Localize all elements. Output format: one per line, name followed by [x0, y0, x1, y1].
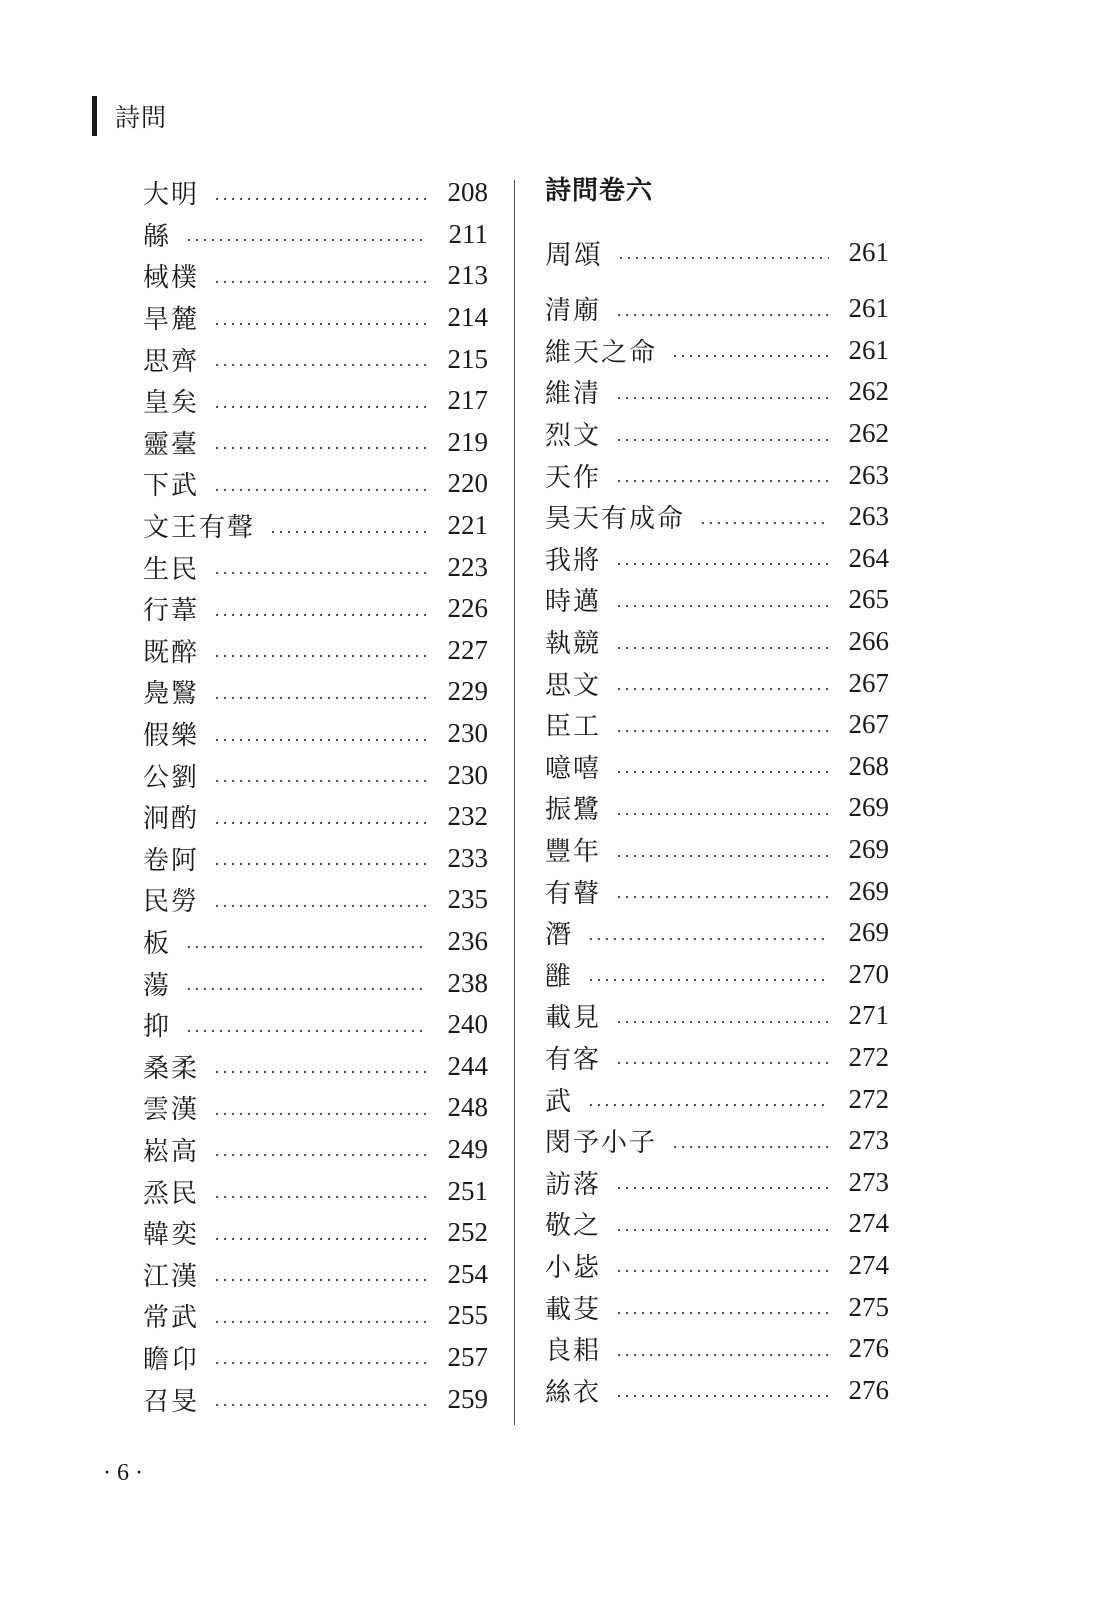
- toc-entry[interactable]: [143, 921, 488, 963]
- toc-entry-title: 豐年: [545, 837, 602, 868]
- leader-dots: [213, 697, 428, 699]
- toc-entry-page: 230: [447, 759, 488, 790]
- toc-entry[interactable]: [545, 371, 889, 413]
- toc-left-column: [143, 172, 488, 1420]
- toc-entry-page: 269: [848, 917, 889, 948]
- toc-entry-title: 我將: [545, 545, 602, 576]
- toc-entry-page: 214: [447, 302, 488, 333]
- toc-entry-page: 248: [447, 1092, 488, 1123]
- toc-entry-title: 崧高: [143, 1136, 200, 1167]
- toc-entry-title: 抑: [143, 1012, 172, 1043]
- toc-entry[interactable]: [143, 1253, 488, 1295]
- toc-entry-page: 276: [848, 1333, 889, 1364]
- toc-entry-page: 257: [447, 1341, 488, 1372]
- leader-dots: [615, 896, 829, 898]
- toc-entry-title: 桑柔: [143, 1053, 200, 1084]
- leader-dots: [615, 563, 829, 565]
- toc-entry[interactable]: [545, 746, 889, 788]
- toc-entry-page: 227: [447, 634, 488, 665]
- toc-entry-page: 272: [848, 1083, 889, 1114]
- toc-entry-page: 270: [848, 958, 889, 989]
- toc-entry[interactable]: [545, 995, 889, 1037]
- leader-dots: [213, 1279, 428, 1281]
- toc-entry-page: 263: [848, 501, 889, 532]
- toc-entry-title: 閔予小子: [545, 1128, 658, 1159]
- toc-entry-title: 周頌: [545, 239, 603, 271]
- toc-entry-title: 有客: [545, 1044, 602, 1075]
- leader-dots: [185, 946, 428, 948]
- leader-dots: [213, 780, 428, 782]
- toc-entry-page: 251: [447, 1175, 488, 1206]
- leader-dots: [213, 323, 428, 325]
- toc-entry-title: 噫嘻: [545, 753, 602, 784]
- toc-entry-page: 275: [848, 1291, 889, 1322]
- leader-dots: [615, 688, 829, 690]
- toc-entry[interactable]: [143, 838, 488, 880]
- toc-entry-title: 既醉: [143, 637, 200, 668]
- leader-dots: [213, 863, 428, 865]
- toc-entry-title: 良耜: [545, 1336, 602, 1367]
- toc-entry[interactable]: [143, 1170, 488, 1212]
- toc-entry[interactable]: [545, 1078, 889, 1120]
- toc-entry-title: 執競: [545, 629, 602, 660]
- toc-entry-title: 鳧鷖: [143, 679, 200, 710]
- toc-entry[interactable]: [545, 912, 889, 954]
- volume-heading: 詩問卷六: [545, 176, 654, 206]
- toc-entry-page: 269: [848, 875, 889, 906]
- toc-entry-title: 靈臺: [143, 429, 200, 460]
- toc-entry-page: 220: [447, 468, 488, 499]
- toc-entry-page: 269: [848, 834, 889, 865]
- toc-entry-title: 武: [545, 1086, 574, 1117]
- toc-entry-page: 211: [448, 218, 488, 249]
- toc-entry-page: 261: [848, 334, 889, 365]
- leader-dots: [213, 406, 428, 408]
- leader-dots: [213, 655, 428, 657]
- toc-entry-page: 232: [447, 801, 488, 832]
- leader-dots: [213, 364, 428, 366]
- toc-entry-page: 221: [447, 510, 488, 541]
- toc-entry-title: 有瞽: [545, 878, 602, 909]
- toc-entry[interactable]: [143, 338, 488, 380]
- toc-entry[interactable]: [143, 297, 488, 339]
- toc-entry-title: 旱麓: [143, 305, 200, 336]
- leader-dots: [615, 647, 829, 649]
- toc-entry[interactable]: [545, 954, 889, 996]
- toc-entry-page: 267: [848, 709, 889, 740]
- leader-dots: [615, 1395, 829, 1397]
- toc-entry-title: 板: [143, 928, 172, 959]
- toc-entry-page: 244: [447, 1050, 488, 1081]
- toc-entry-title: 緜: [143, 221, 172, 252]
- toc-entry-page: 259: [447, 1383, 488, 1414]
- toc-entry-page: 226: [447, 593, 488, 624]
- leader-dots: [213, 1404, 428, 1406]
- leader-dots: [615, 314, 829, 316]
- toc-entry-title: 絲衣: [545, 1377, 602, 1408]
- toc-entry-page: 274: [848, 1249, 889, 1280]
- toc-entry[interactable]: [143, 1295, 488, 1337]
- toc-entry[interactable]: [545, 704, 889, 746]
- toc-entry[interactable]: [545, 1245, 889, 1287]
- toc-entry[interactable]: [143, 754, 488, 796]
- toc-entry[interactable]: [143, 546, 488, 588]
- leader-dots: [213, 1196, 428, 1198]
- toc-entry[interactable]: [545, 1369, 889, 1411]
- toc-entry-title: 思齊: [143, 346, 200, 377]
- leader-dots: [615, 855, 829, 857]
- toc-entry-title: 維天之命: [545, 337, 658, 368]
- toc-entry-page: 273: [848, 1125, 889, 1156]
- leader-dots: [213, 447, 428, 449]
- toc-entry[interactable]: [545, 870, 889, 912]
- toc-entry-title: 清廟: [545, 296, 602, 327]
- page-folio: · 6 ·: [103, 1460, 143, 1486]
- toc-entry-title: 下武: [143, 471, 200, 502]
- toc-entry-title: 皇矣: [143, 388, 200, 419]
- running-head-bar: [92, 96, 97, 136]
- leader-dots: [213, 739, 428, 741]
- toc-entry[interactable]: [143, 962, 488, 1004]
- leader-dots: [213, 1071, 428, 1073]
- leader-dots: [587, 979, 829, 981]
- toc-entry-page: 274: [848, 1208, 889, 1239]
- toc-entry-title: 卷阿: [143, 845, 200, 876]
- toc-entry[interactable]: [545, 538, 889, 580]
- toc-entry[interactable]: [143, 796, 488, 838]
- toc-entry[interactable]: [545, 330, 889, 372]
- leader-dots: [213, 281, 428, 283]
- toc-entry-page: 233: [447, 842, 488, 873]
- toc-entry[interactable]: [143, 463, 488, 505]
- toc-entry[interactable]: [143, 1129, 488, 1171]
- toc-entry[interactable]: [143, 1045, 488, 1087]
- toc-entry-title: 公劉: [143, 762, 200, 793]
- leader-dots: [213, 572, 428, 574]
- toc-entry[interactable]: [545, 413, 889, 455]
- toc-entry[interactable]: [545, 1120, 889, 1162]
- leader-dots: [615, 1187, 829, 1189]
- toc-entry-title: 烝民: [143, 1178, 200, 1209]
- leader-dots: [269, 531, 428, 533]
- leader-dots: [699, 522, 829, 524]
- toc-entry-page: 262: [848, 376, 889, 407]
- leader-dots: [185, 1030, 428, 1032]
- leader-dots: [213, 489, 428, 491]
- toc-entry[interactable]: [143, 422, 488, 464]
- toc-entry-title: 臣工: [545, 712, 602, 743]
- toc-entry-page: 267: [848, 667, 889, 698]
- toc-entry-page: 255: [447, 1300, 488, 1331]
- toc-entry-page: 217: [447, 385, 488, 416]
- toc-entry-page: 235: [447, 884, 488, 915]
- toc-entry[interactable]: [143, 172, 488, 214]
- toc-entry-page: 236: [447, 925, 488, 956]
- toc-entry-page: 268: [848, 750, 889, 781]
- leader-dots: [185, 988, 428, 990]
- leader-dots: [615, 1270, 829, 1272]
- toc-entry-title: 時邁: [545, 587, 602, 618]
- toc-entry[interactable]: [143, 380, 488, 422]
- toc-entry-page: 276: [848, 1374, 889, 1405]
- toc-entry[interactable]: [143, 1087, 488, 1129]
- leader-dots: [615, 480, 829, 482]
- toc-entry-title: 載芟: [545, 1294, 602, 1325]
- leader-dots: [587, 938, 829, 940]
- toc-entry-title: 小毖: [545, 1252, 602, 1283]
- toc-entry-title: 昊天有成命: [545, 504, 686, 535]
- toc-entry[interactable]: [545, 829, 889, 871]
- toc-entry[interactable]: [143, 630, 488, 672]
- toc-entry-page: 223: [447, 551, 488, 582]
- leader-dots: [587, 1104, 829, 1106]
- toc-entry[interactable]: [545, 787, 889, 829]
- toc-entry[interactable]: [143, 588, 488, 630]
- toc-entry[interactable]: [143, 671, 488, 713]
- toc-entry-title: 雝: [545, 961, 574, 992]
- toc-entry-title: 常武: [143, 1303, 200, 1334]
- leader-dots: [615, 397, 829, 399]
- leader-dots: [213, 1238, 428, 1240]
- toc-entry-title: 蕩: [143, 970, 172, 1001]
- toc-entry-title: 棫樸: [143, 263, 200, 294]
- toc-entry-page: 272: [848, 1041, 889, 1072]
- toc-entry[interactable]: [143, 713, 488, 755]
- toc-entry-page: 254: [447, 1258, 488, 1289]
- toc-entry-title: 行葦: [143, 596, 200, 627]
- toc-entry[interactable]: [143, 1378, 488, 1420]
- leader-dots: [615, 813, 829, 815]
- toc-entry-title: 假樂: [143, 721, 200, 752]
- toc-right-column: [545, 172, 889, 1411]
- toc-entry-page: 215: [447, 343, 488, 374]
- toc-entry-page: 219: [447, 426, 488, 457]
- toc-entry-page: 263: [848, 459, 889, 490]
- leader-dots: [615, 605, 829, 607]
- leader-dots: [213, 1362, 428, 1364]
- toc-entry[interactable]: [545, 662, 889, 704]
- leader-dots: [671, 1146, 829, 1148]
- toc-entry[interactable]: [143, 505, 488, 547]
- leader-dots: [213, 1113, 428, 1115]
- toc-entry-title: 敬之: [545, 1211, 602, 1242]
- toc-entry[interactable]: [545, 288, 889, 330]
- toc-entry-page: 271: [848, 1000, 889, 1031]
- toc-entry[interactable]: [545, 1328, 889, 1370]
- toc-entry-title: 烈文: [545, 421, 602, 452]
- toc-entry-page: 261: [848, 236, 889, 267]
- toc-entry-page: 266: [848, 626, 889, 657]
- toc-right-entries: [545, 288, 889, 1411]
- toc-entry-title: 振鷺: [545, 795, 602, 826]
- leader-dots: [615, 439, 829, 441]
- toc-entry-page: 269: [848, 792, 889, 823]
- toc-entry-page: 213: [447, 260, 488, 291]
- toc-entry-title: 載見: [545, 1003, 602, 1034]
- toc-entry-title: 召旻: [143, 1386, 200, 1417]
- toc-entry[interactable]: [143, 255, 488, 297]
- toc-entry-page: 264: [848, 542, 889, 573]
- toc-entry-title: 民勞: [143, 887, 200, 918]
- toc-entry-page: 230: [447, 718, 488, 749]
- running-head: [92, 96, 167, 136]
- toc-entry-title: 大明: [143, 180, 200, 211]
- leader-dots: [213, 822, 428, 824]
- toc-entry-page: 238: [447, 967, 488, 998]
- toc-entry[interactable]: [545, 496, 889, 538]
- toc-entry-title: 思文: [545, 670, 602, 701]
- toc-entry[interactable]: [545, 1286, 889, 1328]
- toc-entry[interactable]: [143, 879, 488, 921]
- toc-entry-page: 240: [447, 1009, 488, 1040]
- toc-entry-title: 文王有聲: [143, 513, 256, 544]
- toc-entry[interactable]: [545, 579, 889, 621]
- leader-dots: [213, 614, 428, 616]
- toc-entry[interactable]: [545, 1037, 889, 1079]
- toc-entry-page: 261: [848, 293, 889, 324]
- toc-entry-title: 瞻卬: [143, 1344, 200, 1375]
- toc-entry-title: 雲漢: [143, 1095, 200, 1126]
- column-divider: [514, 180, 515, 1425]
- leader-dots: [615, 771, 829, 773]
- toc-entry-page: 273: [848, 1166, 889, 1197]
- toc-entry-title: 潛: [545, 920, 574, 951]
- leader-dots: [213, 1154, 428, 1156]
- toc-entry-title: 天作: [545, 462, 602, 493]
- leader-dots: [213, 1321, 428, 1323]
- toc-entry-title: 泂酌: [143, 804, 200, 835]
- toc-entry[interactable]: [143, 1004, 488, 1046]
- toc-entry-page: 252: [447, 1217, 488, 1248]
- leader-dots: [615, 730, 829, 732]
- leader-dots: [213, 905, 428, 907]
- toc-entry[interactable]: [545, 1203, 889, 1245]
- toc-entry[interactable]: [545, 1161, 889, 1203]
- leader-dots: [617, 257, 829, 259]
- toc-entry-page: 265: [848, 584, 889, 615]
- leader-dots: [615, 1229, 829, 1231]
- toc-entry-title: 訪落: [545, 1169, 602, 1200]
- toc-entry-page: 229: [447, 676, 488, 707]
- toc-entry[interactable]: [143, 214, 488, 256]
- toc-entry-title: 生民: [143, 554, 200, 585]
- leader-dots: [615, 1312, 829, 1314]
- toc-entry-title: 韓奕: [143, 1220, 200, 1251]
- toc-entry[interactable]: [545, 621, 889, 663]
- leader-dots: [615, 1021, 829, 1023]
- toc-entry-page: 208: [447, 177, 488, 208]
- toc-entry-title: 維清: [545, 379, 602, 410]
- toc-subheading[interactable]: [545, 226, 889, 278]
- leader-dots: [213, 198, 428, 200]
- toc-entry-page: 262: [848, 418, 889, 449]
- leader-dots: [615, 1354, 829, 1356]
- running-head-title: 詩問: [115, 103, 168, 132]
- toc-entry[interactable]: [143, 1337, 488, 1379]
- toc-entry-page: 249: [447, 1133, 488, 1164]
- toc-entry[interactable]: [143, 1212, 488, 1254]
- toc-entry[interactable]: [545, 454, 889, 496]
- toc-entry-title: 江漢: [143, 1261, 200, 1292]
- leader-dots: [615, 1062, 829, 1064]
- leader-dots: [671, 355, 829, 357]
- leader-dots: [185, 239, 428, 241]
